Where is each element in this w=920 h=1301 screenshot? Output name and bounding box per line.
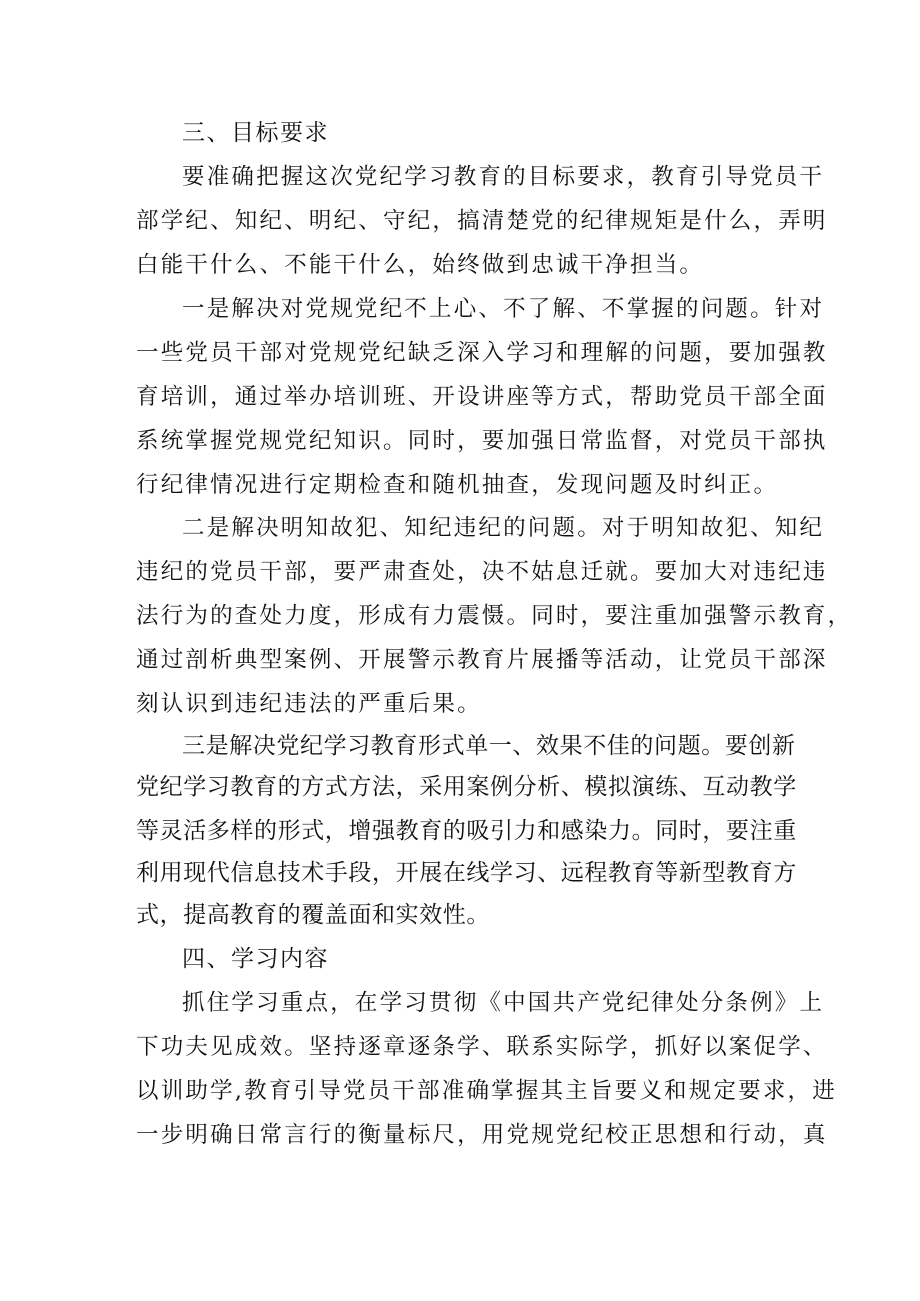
paragraph-line: 一些党员干部对党规党纪缺乏深入学习和理解的问题，要加强教 — [136, 340, 828, 366]
paragraph-line: 等灵活多样的形式，增强教育的吸引力和感染力。同时，要注重 — [136, 818, 797, 844]
section-heading-content: 四、学习内容 — [182, 946, 329, 972]
paragraph-line: 下功夫见成效。坚持逐章逐条学、联系实际学，抓好以案促学、 — [136, 1034, 828, 1060]
paragraph-line: 式，提高教育的覆盖面和实效性。 — [136, 902, 490, 928]
paragraph-line: 抓住学习重点，在学习贯彻《中国共产党纪律处分条例》上 — [182, 990, 825, 1016]
paragraph-line: 一步明确日常言行的衡量标尺，用党规党纪校正思想和行动，真 — [136, 1122, 828, 1148]
paragraph-line: 违纪的党员干部，要严肃查处，决不姑息迁就。要加大对违纪违 — [136, 559, 828, 585]
section-heading-goals: 三、目标要求 — [182, 120, 329, 146]
paragraph-line: 利用现代信息技术手段，开展在线学习、远程教育等新型教育方 — [136, 860, 797, 886]
paragraph-line: 要准确把握这次党纪学习教育的目标要求，教育引导党员干 — [182, 164, 825, 190]
paragraph-line: 刻认识到违纪违法的严重后果。 — [136, 691, 482, 717]
paragraph-line: 法行为的查处力度，形成有力震慑。同时，要注重加强警示教育， — [136, 603, 853, 629]
paragraph-line: 部学纪、知纪、明纪、守纪，搞清楚党的纪律规矩是什么，弄明 — [136, 208, 828, 234]
paragraph-line: 系统掌握党规党纪知识。同时，要加强日常监督，对党员干部执 — [136, 428, 828, 454]
paragraph-line: 行纪律情况进行定期检查和随机抽查，发现问题及时纠正。 — [136, 472, 779, 498]
paragraph-line: 二是解决明知故犯、知纪违纪的问题。对于明知故犯、知纪 — [182, 515, 825, 541]
paragraph-line: 一是解决对党规党纪不上心、不了解、不掌握的问题。针对 — [182, 296, 825, 322]
paragraph-line: 党纪学习教育的方式方法，采用案例分析、模拟演练、互动教学 — [136, 774, 797, 800]
paragraph-line: 通过剖析典型案例、开展警示教育片展播等活动，让党员干部深 — [136, 647, 828, 673]
paragraph-line: 育培训，通过举办培训班、开设讲座等方式，帮助党员干部全面 — [136, 384, 828, 410]
paragraph-line: 白能干什么、不能干什么，始终做到忠诚干净担当。 — [136, 252, 705, 278]
paragraph-line: 三是解决党纪学习教育形式单一、效果不佳的问题。要创新 — [182, 733, 796, 759]
paragraph-line: 以训助学,教育引导党员干部准确掌握其主旨要义和规定要求，进 — [136, 1078, 837, 1104]
